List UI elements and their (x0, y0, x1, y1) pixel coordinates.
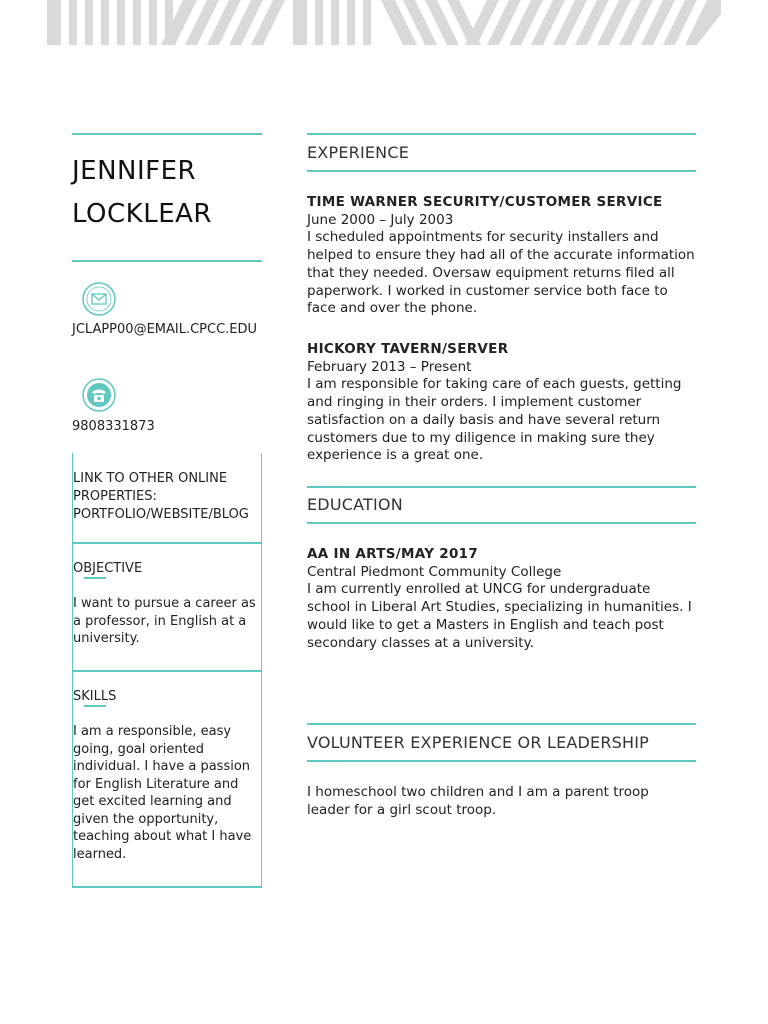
experience-entry (307, 194, 696, 318)
volunteer-heading: VOLUNTEER EXPERIENCE OR LEADERSHIP (307, 733, 650, 752)
divider-line (72, 133, 262, 135)
job-dates: June 2000 – July 2003 (307, 211, 454, 228)
objective-text: I want to pursue a career as a professor, in English at a university. (73, 596, 256, 646)
objective-heading (73, 560, 142, 578)
job-title: TIME WARNER SECURITY/CUSTOMER SERVICE (307, 194, 663, 210)
volunteer-text: I homeschool two children and I am a parent troop leader for a girl scout troop. (307, 784, 649, 818)
links-section (72, 453, 262, 542)
job-description: I scheduled appointments for security installers and helped to ensure they had all of the accurate information that they needed. Oversaw equipment returns filed all paperwork. I worked in customer service both face to face and over the phone. (307, 229, 695, 317)
email-address[interactable]: JCLAPP00@EMAIL.CPCC.EDU (72, 322, 258, 337)
education-heading: EDUCATION (307, 495, 403, 514)
last-name: LOCKLEAR (72, 199, 212, 229)
links-text[interactable]: LINK TO OTHER ONLINE PROPERTIES: PORTFOLIO/WEBSITE/BLOG (73, 471, 249, 522)
job-title: HICKORY TAVERN/SERVER (307, 341, 509, 357)
skills-text: I am a responsible, easy going, goal oriented individual. I have a passion for English Literature and get excited learning and given the opportunity, teaching about what I have learned. (73, 724, 252, 862)
skills-heading (73, 688, 116, 706)
experience-entry (307, 341, 696, 465)
heading-underline (84, 705, 106, 707)
divider-line (307, 760, 696, 762)
first-name: JENNIFER (72, 156, 197, 186)
divider-line (307, 522, 696, 524)
divider-line (307, 133, 696, 135)
telephone-icon (82, 378, 116, 412)
candidate-name (72, 150, 262, 236)
degree-title: AA IN ARTS/MAY 2017 (307, 546, 479, 562)
skills-section (72, 672, 262, 886)
divider-line (307, 486, 696, 488)
divider-line (72, 260, 262, 262)
job-dates: February 2013 – Present (307, 358, 472, 375)
objective-heading-label: OBJECTIVE (73, 561, 143, 576)
experience-heading: EXPERIENCE (307, 143, 410, 162)
divider-line (307, 723, 696, 725)
envelope-icon (82, 282, 116, 316)
heading-underline (84, 577, 106, 579)
phone-number[interactable]: 9808331873 (72, 419, 155, 434)
school-name: Central Piedmont Community College (307, 563, 562, 580)
objective-section (72, 544, 262, 670)
education-description: I am currently enrolled at UNCG for undergraduate school in Liberal Art Studies, specializing in humanities. I would like to get a Masters in English and teach post secondary classes at a university. (307, 581, 692, 651)
divider-line (307, 170, 696, 172)
divider-line (72, 886, 262, 888)
skills-heading-label: SKILLS (73, 689, 117, 704)
job-description: I am responsible for taking care of each guests, getting and ringing in their orders. I implement customer satisfaction on a daily basis and have several return customers due to my diligence in making sure they experience is a great one. (307, 376, 682, 464)
education-entry (307, 546, 696, 652)
header-banner-pattern (47, 0, 721, 45)
